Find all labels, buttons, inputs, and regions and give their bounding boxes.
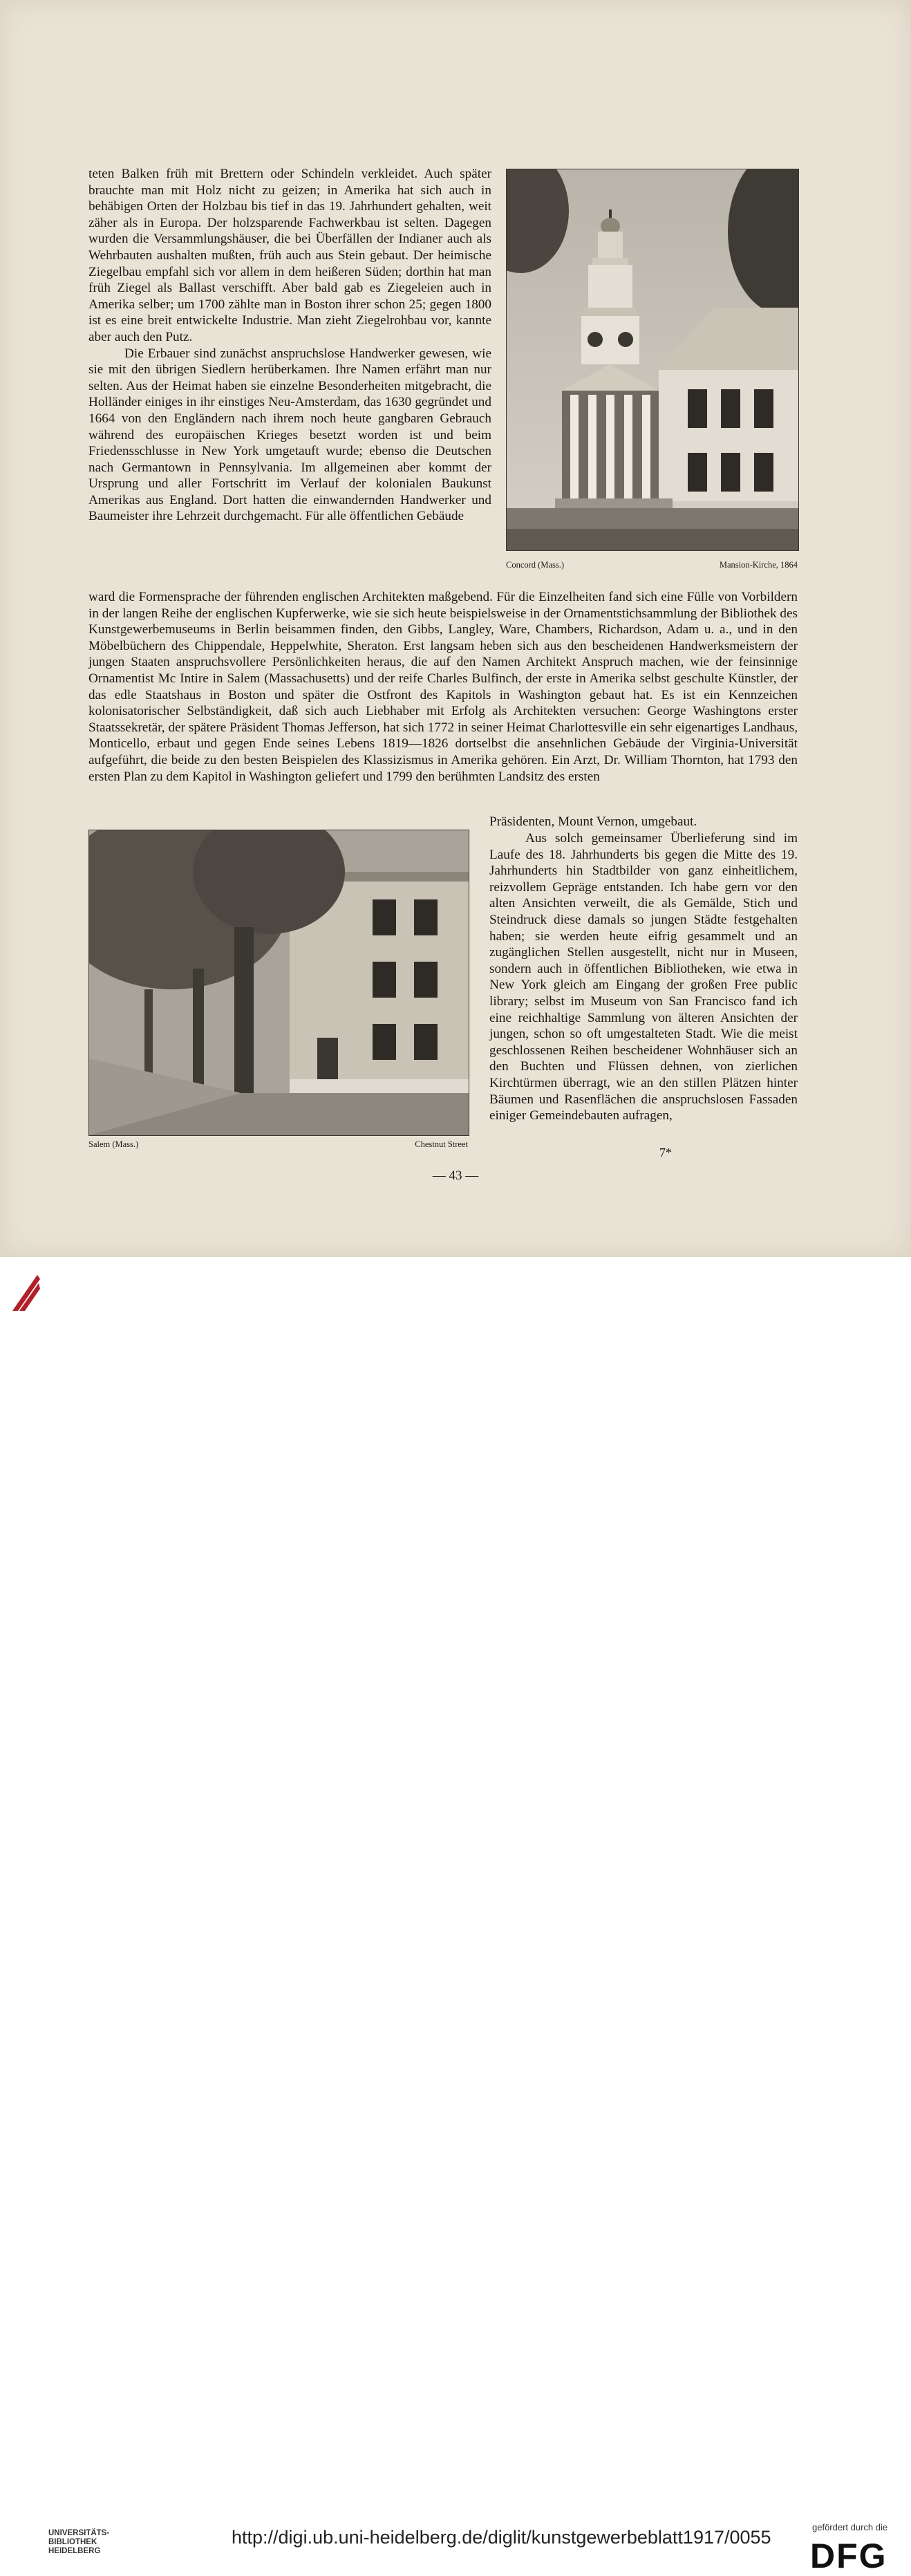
university-library-logo-icon	[10, 1272, 41, 1314]
middle-paragraph-block	[88, 589, 798, 785]
church-caption-right: Mansion-Kirche, 1864	[719, 560, 798, 570]
top-paragraph-block	[88, 166, 491, 525]
library-name-line-1: UNIVERSITÄTS-	[48, 2529, 110, 2537]
middle-paragraph-start: Die Erbauer sind zunächst anspruchslose Handwerker gewesen, wie sie mit den übrigen Siedlern herüberkamen. Ihre Namen erfährt man nur selten. Aus der Heimat haben sie einzelne Besonderheiten mitgebracht, die Holländer einiges in ihr einstiges Neu-Amsterdam, das 1630 gegründet und 1664 von den Engländern nach ihrem noch heute gangbaren Gebrauch während des europäischen Krieges besetzt worden ist und beim Friedensschlusse in New York umgetauft wurde; ebenso die Deutschen nach Germantown in Pennsylvania. Im allgemeinen aber kommt der Ursprung und aller Fortschritt im Verlauf der kolonialen Baukunst Amerikas aus England. Dort hatten die einwandernden Handwerker und Baumeister ihre Lehrzeit durchgemacht. Für alle öffentlichen Gebäude	[88, 346, 491, 524]
top-paragraph: teten Balken früh mit Brettern oder Schindeln verkleidet. Auch später brauchte man mit Holz nicht zu geizen; in Amerika hat sich auch in behäbigen Orten der Holzbau bis tief in das 19. Jahrhundert gehalten, weit zäher als in Europa. Der holzsparende Fachwerkbau ist selten. Dagegen wurden die Versammlungshäuser, die bei Überfällen der Indianer auch als Wehrbauten aushalten mußten, früh auch aus Stein gebaut. Der heimische Ziegelbau empfahl sich vor allem in dem heißeren Süden; dorthin hat man früh Ziegel als Ballast verschifft. Aber bald gab es Ziegeleien auch in Amerika selber; um 1700 zählte man in Boston ihrer schon 25; gegen 1800 ist es eine breit entwickelte Industrie. Man zieht Ziegelrohbau vor, kannte aber auch den Putz.	[88, 167, 491, 344]
church-illustration	[507, 169, 798, 550]
middle-paragraph-continuation: ward die Formensprache der führenden englischen Architekten maßgebend. Für die Einzelheiten fand sich eine Fülle von Vorbildern in der langen Reihe der englischen Kupferwerke, wie sie sich heute beispielsweise in der Ornamentstichsammlung der Bibliothek des Kunstgewerbemuseums in Berlin beisammen finden, den Gibbs, Langley, Ware, Chambers, Richardson, Adam u. a., und in den Möbelbüchern des Chippendale, Heppelwhite, Sheraton. Erst langsam heben sich aus den bescheidenen Handwerksmeistern der jungen Staaten anspruchsvollere Persönlichkeiten heraus, die auf den Namen Architekt Anspruch machen, wie der feinsinnige Ornamentist Mc Intire in Salem (Massachusetts) und der reife Charles Bulfinch, der erste in Amerika selbst geschulte Künstler, der das edle Staatshaus in Boston und später die Ostfront des Kapitols in Washington gebaut hat. Es ist ein Kennzeichen kolonisatorischer Selbständigkeit, daß sich auch Liebhaber mit Erfolg als Architekten versuchen: George Washingtons erster Staatssekretär, der spätere Präsident Thomas Jefferson, hat sich 1772 in seiner Heimat Charlottesville ein sehr eigenartiges Landhaus, Monticello, erbaut und gegen Ende seines Lebens 1819—1826 dortselbst die ansehnlichen Gebäude der Virginia-Universität aufgeführt, die beide zu den besten Beispielen des Klassizismus in Amerika gehören. Ein Arzt, Dr. William Thornton, hat 1793 den ersten Plan zu dem Kapitol in Washington geliefert und 1799 den berühmten Landsitz des ersten	[88, 590, 798, 784]
street-illustration	[89, 830, 469, 1135]
middle-paragraph-end: Präsidenten, Mount Vernon, umgebaut.	[489, 814, 697, 829]
funded-by-label: gefördert durch die	[812, 2522, 888, 2532]
signature-mark: 7*	[659, 1146, 672, 1159]
dfg-logo: DFG	[810, 2537, 887, 2575]
street-caption-right: Chestnut Street	[415, 1139, 468, 1149]
footer-bar	[0, 1257, 911, 2575]
page-scan	[0, 0, 911, 1257]
library-name-line-3: HEIDELBERG	[48, 2547, 101, 2555]
library-name-line-2: BIBLIOTHEK	[48, 2538, 97, 2546]
source-url-link[interactable]: http://digi.ub.uni-heidelberg.de/diglit/kunstgewerbeblatt1917/0055	[232, 2527, 771, 2548]
street-photo	[88, 830, 469, 1136]
church-photo	[506, 169, 799, 551]
page-number: — 43 —	[432, 1168, 479, 1183]
church-caption-left: Concord (Mass.)	[506, 560, 565, 570]
library-name	[48, 2529, 109, 2556]
bottom-paragraph: Aus solch gemeinsamer Überlieferung sind im Laufe des 18. Jahrhunderts bis gegen die Mitte des 19. Jahrhunderts hin Stadtbilder von ganz einheitlichem, reizvollem Gepräge entstanden. Ich habe gern vor den alten Ansichten verweilt, die als Gemälde, Stich und Steindruck diese damals so jungen Städte festgehalten haben; sie werden heute eifrig gesammelt und an zugänglichen Stellen ausgestellt, nicht nur in Museen, sondern auch in öffentlichen Bibliotheken, wie etwa in New York gleich am Eingang der großen Free public library; selbst im Museum von San Francisco fand ich eine reichhaltige Sammlung von älteren Ansichten der jungen, schon so oft umgestalteten Stadt. Wie die meist geschlossenen Reihen bescheidener Wohnhäuser sich an den Buchten und Flüssen dehnen, von zierlichen Kirchtürmen überragt, wie an den stillen Plätzen hinter Bäumen und Rasenflächen die anspruchslosen Fassaden einiger Gemeindebauten aufragen,	[489, 831, 798, 1123]
street-caption-left: Salem (Mass.)	[88, 1139, 139, 1149]
